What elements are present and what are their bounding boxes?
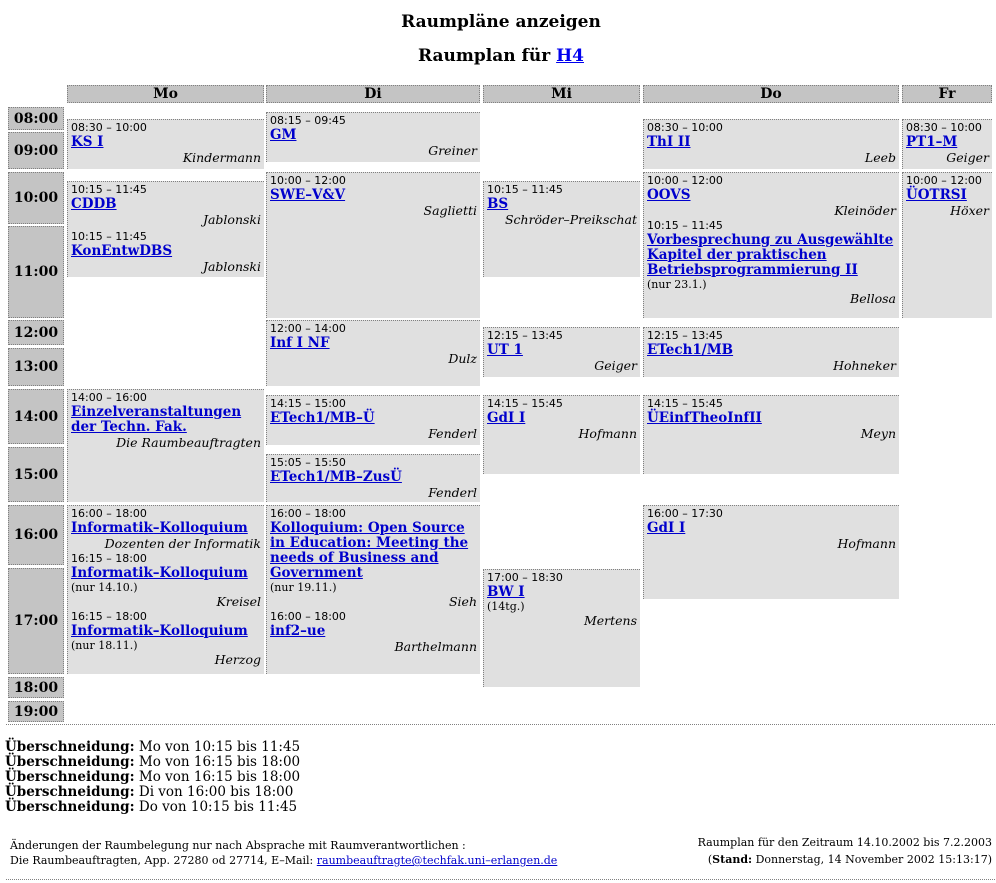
course-link[interactable]: UT 1 — [487, 342, 523, 358]
room-plan-prefix: Raumplan für — [418, 46, 557, 66]
email-link[interactable]: raumbeauftragte@techfak.uni–erlangen.de — [316, 854, 558, 867]
lecturer: Kleinöder — [834, 203, 896, 218]
event-block — [266, 454, 480, 502]
event-note: (nur 14.10.) — [71, 581, 138, 594]
stand-value: Donnerstag, 14 November 2002 15:13:17) — [752, 853, 992, 866]
course-link[interactable]: GdI I — [647, 520, 686, 536]
time-label-11: 11:00 — [8, 226, 64, 318]
course-link[interactable]: Vorbesprechung zu Ausgewählte Kapitel der praktischen Betriebsprogrammierung II — [647, 232, 894, 278]
period-text: Raumplan für den Zeitraum 14.10.2002 bis 7.2.2003 — [697, 836, 992, 849]
course-link[interactable]: Kolloquium: Open Source in Education: Meeting the needs of Business and Government — [270, 520, 469, 581]
time-label-17: 17:00 — [8, 568, 64, 674]
event-time: 16:00 – 18:00 — [270, 507, 346, 520]
event-block — [643, 119, 899, 169]
event-time: 10:00 – 12:00 — [270, 174, 346, 187]
event-time: 14:15 – 15:45 — [647, 397, 723, 410]
event-time: 12:00 – 14:00 — [270, 322, 346, 335]
event-block — [643, 505, 899, 599]
day-header-di: Di — [266, 85, 480, 103]
course-link[interactable]: ÜOTRSI — [906, 187, 967, 203]
course-link[interactable]: OOVS — [647, 187, 691, 203]
lecturer: Fenderl — [428, 485, 477, 500]
course-link[interactable]: ThI II — [647, 134, 691, 150]
event-time: 10:15 – 11:45 — [647, 219, 723, 232]
lecturer: Hofmann — [578, 426, 637, 441]
course-link[interactable]: GdI I — [487, 410, 526, 426]
overlap-label: Überschneidung: — [5, 739, 135, 755]
overlap-item — [5, 740, 300, 755]
event-time: 16:15 – 18:00 — [71, 610, 147, 623]
lecturer: Kreisel — [216, 594, 261, 609]
event-note: (14tg.) — [487, 600, 525, 613]
event-time: 08:30 – 10:00 — [647, 121, 723, 134]
event-block — [67, 389, 264, 502]
event-block — [266, 112, 480, 162]
day-header-do: Do — [643, 85, 899, 103]
time-label-09: 09:00 — [8, 132, 64, 169]
event-time: 14:15 – 15:45 — [487, 397, 563, 410]
event-block — [266, 172, 480, 318]
overlap-text: Do von 10:15 bis 11:45 — [138, 799, 298, 815]
overlap-item — [5, 770, 300, 785]
lecturer: Meyn — [860, 426, 896, 441]
event-time: 08:30 – 10:00 — [906, 121, 982, 134]
course-link[interactable]: GM — [270, 127, 297, 143]
event-note: (nur 23.1.) — [647, 278, 707, 291]
time-label-10: 10:00 — [8, 172, 64, 224]
course-link[interactable]: KS I — [71, 134, 104, 150]
room-plan-title — [0, 46, 996, 66]
event-block — [266, 505, 480, 674]
overlap-item — [5, 755, 300, 770]
divider — [6, 724, 995, 725]
overlap-item — [5, 785, 300, 800]
course-link[interactable]: SWE–V&V — [270, 187, 346, 203]
event-block — [266, 320, 480, 386]
event-block — [483, 327, 640, 377]
overlap-list — [5, 740, 300, 815]
time-label-14: 14:00 — [8, 389, 64, 444]
lecturer: Jablonski — [202, 259, 261, 274]
overlap-text: Mo von 10:15 bis 11:45 — [138, 739, 301, 755]
lecturer: Jablonski — [202, 212, 261, 227]
lecturer: Die Raumbeauftragten — [116, 435, 261, 450]
course-link[interactable]: inf2–ue — [270, 623, 326, 639]
room-link[interactable]: H4 — [556, 46, 584, 66]
footer-contact-line — [10, 853, 557, 868]
time-label-18: 18:00 — [8, 677, 64, 698]
day-header-fr: Fr — [902, 85, 992, 103]
event-note: (nur 19.11.) — [270, 581, 337, 594]
course-link[interactable]: Einzelveranstaltungen der Techn. Fak. — [71, 404, 242, 435]
course-link[interactable]: ETech1/MB — [647, 342, 734, 358]
event-block — [483, 395, 640, 474]
event-note: (nur 18.11.) — [71, 639, 138, 652]
lecturer: Geiger — [946, 150, 989, 165]
lecturer: Barthelmann — [394, 639, 477, 654]
event-time: 10:15 – 11:45 — [71, 183, 147, 196]
event-time: 08:15 – 09:45 — [270, 114, 346, 127]
time-label-15: 15:00 — [8, 447, 64, 502]
lecturer: Dozenten der Informatik — [104, 536, 261, 551]
overlap-label: Überschneidung: — [5, 769, 135, 785]
time-label-08: 08:00 — [8, 107, 64, 130]
event-block — [643, 172, 899, 318]
time-label-13: 13:00 — [8, 348, 64, 386]
lecturer: Greiner — [428, 143, 477, 158]
overlap-text: Mo von 16:15 bis 18:00 — [138, 754, 301, 770]
event-time: 16:00 – 18:00 — [270, 610, 346, 623]
overlap-text: Mo von 16:15 bis 18:00 — [138, 769, 301, 785]
lecturer: Sieh — [448, 594, 477, 609]
event-block — [483, 569, 640, 687]
lecturer: Geiger — [594, 358, 637, 373]
overlap-item — [5, 800, 300, 815]
event-block — [483, 181, 640, 277]
lecturer: Leeb — [864, 150, 896, 165]
event-time: 10:15 – 11:45 — [487, 183, 563, 196]
event-block — [67, 119, 264, 169]
course-link[interactable]: BW I — [487, 584, 525, 600]
stand-line: (Stand: Donnerstag, 14 November 2002 15:13:17) — [707, 853, 992, 866]
event-block — [643, 395, 899, 474]
event-time: 14:00 – 16:00 — [71, 391, 147, 404]
time-label-12: 12:00 — [8, 320, 64, 345]
event-time: 16:00 – 18:00 — [71, 507, 147, 520]
stand-label: Stand: — [712, 853, 753, 866]
lecturer: Fenderl — [428, 426, 477, 441]
course-link[interactable]: Informatik–Kolloquium — [71, 565, 248, 581]
lecturer: Schröder–Preikschat — [504, 212, 637, 227]
course-link[interactable]: ÜEinfTheoInfII — [647, 410, 762, 426]
event-block — [902, 119, 992, 169]
footer-period — [698, 834, 992, 868]
event-time: 10:00 – 12:00 — [906, 174, 982, 187]
lecturer: Dulz — [448, 351, 477, 366]
time-label-16: 16:00 — [8, 505, 64, 565]
course-link[interactable]: ETech1/MB–Ü — [270, 410, 375, 426]
event-time: 08:30 – 10:00 — [71, 121, 147, 134]
day-header-mi: Mi — [483, 85, 640, 103]
course-link[interactable]: Informatik–Kolloquium — [71, 623, 248, 639]
lecturer: Herzog — [214, 652, 261, 667]
page-heading: Raumpläne anzeigen — [401, 12, 601, 32]
footer-contact — [10, 838, 557, 868]
course-link[interactable]: CDDB — [71, 196, 117, 212]
lecturer: Kindermann — [182, 150, 261, 165]
lecturer: Hofmann — [837, 536, 896, 551]
lecturer: Höxer — [950, 203, 989, 218]
event-block — [902, 172, 992, 318]
course-link[interactable]: Inf I NF — [270, 335, 330, 351]
event-block — [266, 395, 480, 445]
course-link[interactable]: Informatik–Kolloquium — [71, 520, 248, 536]
event-block — [67, 181, 264, 277]
event-time: 10:00 – 12:00 — [647, 174, 723, 187]
lecturer: Bellosa — [850, 291, 896, 306]
event-time: 17:00 – 18:30 — [487, 571, 563, 584]
event-block — [643, 327, 899, 377]
event-time: 16:00 – 17:30 — [647, 507, 723, 520]
course-link[interactable]: ETech1/MB–ZusÜ — [270, 469, 402, 485]
lecturer: Mertens — [583, 613, 637, 628]
event-time: 14:15 – 15:00 — [270, 397, 346, 410]
overlap-label: Überschneidung: — [5, 754, 135, 770]
overlap-label: Überschneidung: — [5, 784, 135, 800]
lecturer: Saglietti — [423, 203, 477, 218]
course-link[interactable]: PT1–M — [906, 134, 958, 150]
event-time: 12:15 – 13:45 — [487, 329, 563, 342]
time-label-19: 19:00 — [8, 701, 64, 722]
course-link[interactable]: BS — [487, 196, 509, 212]
footer-contact-text: Die Raumbeauftragten, App. 27280 od 27714, E–Mail: — [10, 854, 317, 867]
lecturer: Hohneker — [833, 358, 896, 373]
event-time: 16:15 – 18:00 — [71, 552, 147, 565]
footer-note: Änderungen der Raumbelegung nur nach Absprache mit Raumverantwortlichen : — [10, 839, 466, 852]
event-time: 10:15 – 11:45 — [71, 230, 147, 243]
event-time: 12:15 – 13:45 — [647, 329, 723, 342]
divider — [6, 879, 995, 880]
course-link[interactable]: KonEntwDBS — [71, 243, 173, 259]
event-time: 15:05 – 15:50 — [270, 456, 346, 469]
day-header-mo: Mo — [67, 85, 264, 103]
overlap-label: Überschneidung: — [5, 799, 135, 815]
event-block — [67, 505, 264, 674]
overlap-text: Di von 16:00 bis 18:00 — [138, 784, 294, 800]
